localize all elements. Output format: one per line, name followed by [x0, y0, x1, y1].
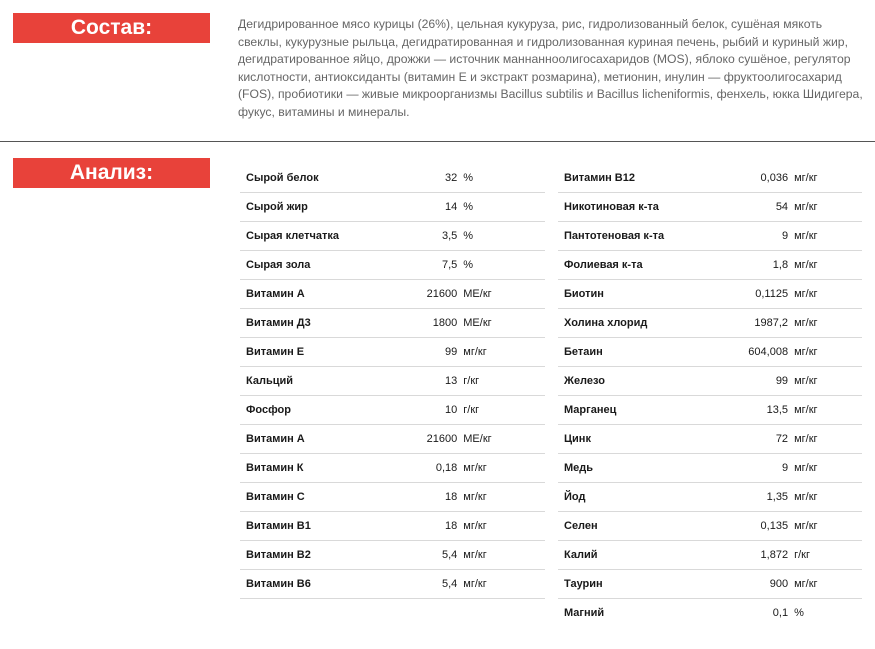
nutrient-unit: мг/кг	[794, 396, 862, 425]
nutrient-name: Калий	[558, 541, 704, 570]
nutrient-name: Никотиновая к-та	[558, 193, 704, 222]
analysis-row	[558, 541, 862, 570]
nutrient-name: Сырая зола	[240, 251, 394, 280]
nutrient-name: Витамин В2	[240, 541, 394, 570]
nutrient-unit: мг/кг	[794, 251, 862, 280]
analysis-row	[558, 512, 862, 541]
analysis-row	[240, 193, 545, 222]
analysis-row	[558, 309, 862, 338]
nutrient-value: 0,18	[394, 454, 464, 483]
analysis-row	[240, 396, 545, 425]
nutrient-name: Биотин	[558, 280, 704, 309]
analysis-row	[558, 338, 862, 367]
nutrient-unit: мг/кг	[794, 570, 862, 599]
analysis-row	[558, 164, 862, 193]
analysis-row	[240, 454, 545, 483]
analysis-row	[558, 251, 862, 280]
nutrient-unit: мг/кг	[794, 454, 862, 483]
section-divider	[0, 141, 875, 142]
analysis-row	[240, 425, 545, 454]
nutrient-unit: мг/кг	[463, 338, 545, 367]
nutrient-value: 1,8	[704, 251, 794, 280]
nutrient-unit: г/кг	[463, 367, 545, 396]
analysis-row	[558, 599, 862, 628]
nutrient-unit: мг/кг	[463, 454, 545, 483]
analysis-row	[558, 570, 862, 599]
analysis-row	[558, 396, 862, 425]
nutrient-value: 99	[704, 367, 794, 396]
nutrient-unit: мг/кг	[794, 164, 862, 193]
nutrient-name: Витамин А	[240, 280, 394, 309]
nutrient-unit: %	[463, 193, 545, 222]
nutrient-value: 0,135	[704, 512, 794, 541]
nutrient-name: Витамин В12	[558, 164, 704, 193]
nutrient-unit: мг/кг	[463, 512, 545, 541]
analysis-row	[240, 164, 545, 193]
analysis-row	[240, 570, 545, 599]
analysis-row	[558, 193, 862, 222]
nutrient-name: Селен	[558, 512, 704, 541]
nutrient-value: 5,4	[394, 570, 464, 599]
composition-heading: Состав:	[13, 13, 210, 43]
analysis-row	[558, 280, 862, 309]
analysis-row	[558, 367, 862, 396]
nutrient-unit: мг/кг	[794, 425, 862, 454]
nutrient-value: 18	[394, 483, 464, 512]
nutrient-value: 32	[394, 164, 464, 193]
nutrient-value: 1,35	[704, 483, 794, 512]
nutrient-name: Холина хлорид	[558, 309, 704, 338]
nutrient-name: Витамин А	[240, 425, 394, 454]
analysis-row	[240, 541, 545, 570]
nutrient-unit: %	[463, 222, 545, 251]
nutrient-name: Витамин Д3	[240, 309, 394, 338]
nutrient-name: Витамин В6	[240, 570, 394, 599]
analysis-row	[240, 251, 545, 280]
nutrient-unit: мг/кг	[463, 541, 545, 570]
analysis-row	[240, 338, 545, 367]
nutrient-value: 5,4	[394, 541, 464, 570]
nutrient-value: 9	[704, 222, 794, 251]
analysis-row	[558, 425, 862, 454]
nutrient-value: 9	[704, 454, 794, 483]
nutrient-unit: мг/кг	[794, 338, 862, 367]
analysis-row	[558, 222, 862, 251]
nutrient-value: 1800	[394, 309, 464, 338]
analysis-row	[558, 483, 862, 512]
nutrient-unit: мг/кг	[463, 483, 545, 512]
nutrient-value: 72	[704, 425, 794, 454]
nutrient-name: Бетаин	[558, 338, 704, 367]
nutrient-value: 21600	[394, 425, 464, 454]
analysis-table-left	[240, 164, 545, 599]
nutrient-value: 54	[704, 193, 794, 222]
nutrient-value: 7,5	[394, 251, 464, 280]
nutrient-name: Марганец	[558, 396, 704, 425]
nutrient-value: 900	[704, 570, 794, 599]
analysis-row	[240, 309, 545, 338]
nutrient-name: Железо	[558, 367, 704, 396]
nutrient-name: Витамин К	[240, 454, 394, 483]
nutrient-value: 1,872	[704, 541, 794, 570]
nutrient-value: 99	[394, 338, 464, 367]
nutrient-name: Магний	[564, 607, 605, 619]
nutrient-value: 13,5	[704, 396, 794, 425]
nutrient-unit: МЕ/кг	[463, 309, 545, 338]
nutrient-unit: МЕ/кг	[463, 280, 545, 309]
nutrient-unit: мг/кг	[794, 483, 862, 512]
analysis-row	[240, 280, 545, 309]
nutrient-name: Йод	[558, 483, 704, 512]
nutrient-value: 10	[394, 396, 464, 425]
nutrient-value: 0,036	[704, 164, 794, 193]
composition-text: Дегидрированное мясо курицы (26%), цельная кукуруза, рис, гидролизованный белок, сушёная мякоть свеклы, кукурузные рыльца, дегидратированная и гидролизованная куриная печень, рыбий и куриный жир, дегидратированное яйцо, дрожжи — источник маннанноолигосахаридов (MOS), яблоко сушёное, регулятор кислотности, антиоксиданты (витамин Е и экстракт розмарина), метионин, инулин — фруктоолигосахарид (FOS), пробиотики — живые микроорганизмы Bacillus subtilis и Bacillus licheniformis, фенхель, юкка Шидигера, фукус, витамины и минералы.	[238, 17, 863, 119]
nutrient-name: Витамин В1	[240, 512, 394, 541]
nutrient-unit: мг/кг	[463, 570, 545, 599]
nutrient-value: 604,008	[704, 338, 794, 367]
nutrient-name: Медь	[558, 454, 704, 483]
nutrient-name: Фосфор	[240, 396, 394, 425]
analysis-heading: Анализ:	[13, 158, 210, 188]
nutrient-name: Таурин	[558, 570, 704, 599]
nutrient-unit: %	[463, 164, 545, 193]
nutrient-name: Сырая клетчатка	[240, 222, 394, 251]
nutrient-name: Сырой белок	[240, 164, 394, 193]
nutrient-value: 0,1125	[704, 280, 794, 309]
nutrient-name: Витамин С	[240, 483, 394, 512]
nutrient-value: 3,5	[394, 222, 464, 251]
nutrient-unit: %	[794, 607, 804, 619]
analysis-row	[240, 222, 545, 251]
analysis-row	[240, 483, 545, 512]
nutrient-value: 13	[394, 367, 464, 396]
nutrient-name: Сырой жир	[240, 193, 394, 222]
nutrient-unit: мг/кг	[794, 309, 862, 338]
nutrient-unit: мг/кг	[794, 280, 862, 309]
analysis-row	[558, 454, 862, 483]
nutrient-value: 21600	[394, 280, 464, 309]
nutrient-name: Фолиевая к-та	[558, 251, 704, 280]
nutrient-unit: г/кг	[463, 396, 545, 425]
nutrient-name: Кальций	[240, 367, 394, 396]
nutrient-value: 14	[394, 193, 464, 222]
nutrient-unit: МЕ/кг	[463, 425, 545, 454]
nutrient-unit: %	[463, 251, 545, 280]
nutrient-name: Витамин Е	[240, 338, 394, 367]
nutrient-name: Цинк	[558, 425, 704, 454]
analysis-row	[240, 367, 545, 396]
nutrient-value: 18	[394, 512, 464, 541]
analysis-row	[240, 512, 545, 541]
nutrient-unit: мг/кг	[794, 193, 862, 222]
nutrient-unit: мг/кг	[794, 367, 862, 396]
nutrient-unit: мг/кг	[794, 512, 862, 541]
analysis-table-right	[558, 164, 862, 627]
nutrient-unit: мг/кг	[794, 222, 862, 251]
nutrient-value: 0,1	[772, 607, 789, 619]
nutrient-value: 1987,2	[704, 309, 794, 338]
nutrient-name: Пантотеновая к-та	[558, 222, 704, 251]
nutrient-unit: г/кг	[794, 541, 862, 570]
